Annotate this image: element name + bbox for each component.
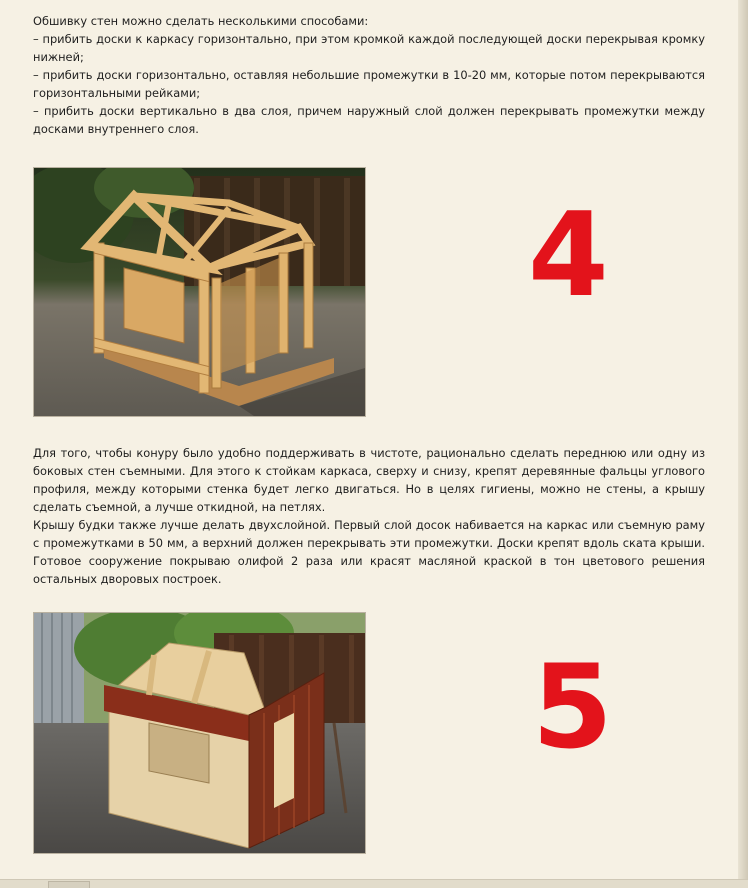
figure-number-5: 5 [532, 640, 613, 775]
bottom-tab[interactable] [48, 881, 90, 888]
window-bottom-strip [0, 879, 748, 888]
doghouse-painted-photo [33, 612, 366, 854]
intro-line: Обшивку стен можно сделать несколькими способами: [33, 14, 369, 28]
paragraph: Для того, чтобы конуру было удобно поддерживать в чистоте, рационально сделать переднюю или одну из боковых стен съемными. Для этого к стойкам каркаса, сверху и снизу, крепят деревянные фальцы углового профиля, между которыми стенка будет легко двигаться. Но в целях гигиены, можно не стены, а крышу сделать съемной, а лучше откидной, на петлях. [33, 446, 705, 514]
middle-text [33, 444, 705, 588]
figure-number-4: 4 [528, 188, 609, 323]
intro-line: – прибить доски горизонтально, оставляя небольшие промежутки в 10-20 мм, которые потом перекрываются горизонтальными рейками; [33, 68, 705, 100]
intro-text [33, 12, 705, 138]
intro-line: – прибить доски вертикально в два слоя, причем наружный слой должен перекрывать промежутки между досками внутреннего слоя. [33, 104, 705, 136]
window-right-edge [738, 0, 748, 888]
intro-line: – прибить доски к каркасу горизонтально, при этом кромкой каждой последующей доски перекрывая кромку нижней; [33, 32, 705, 64]
paragraph: Крышу будки также лучше делать двухслойной. Первый слой досок набивается на каркас или съемную раму с промежутками в 50 мм, а верхний должен перекрывать эти промежутки. Доски крепят вдоль ската крыши. Готовое сооружение покрываю олифой 2 раза или красят масляной краской в тон цветового решения остальных дворовых построек. [33, 518, 705, 586]
doghouse-frame-photo [33, 167, 366, 417]
